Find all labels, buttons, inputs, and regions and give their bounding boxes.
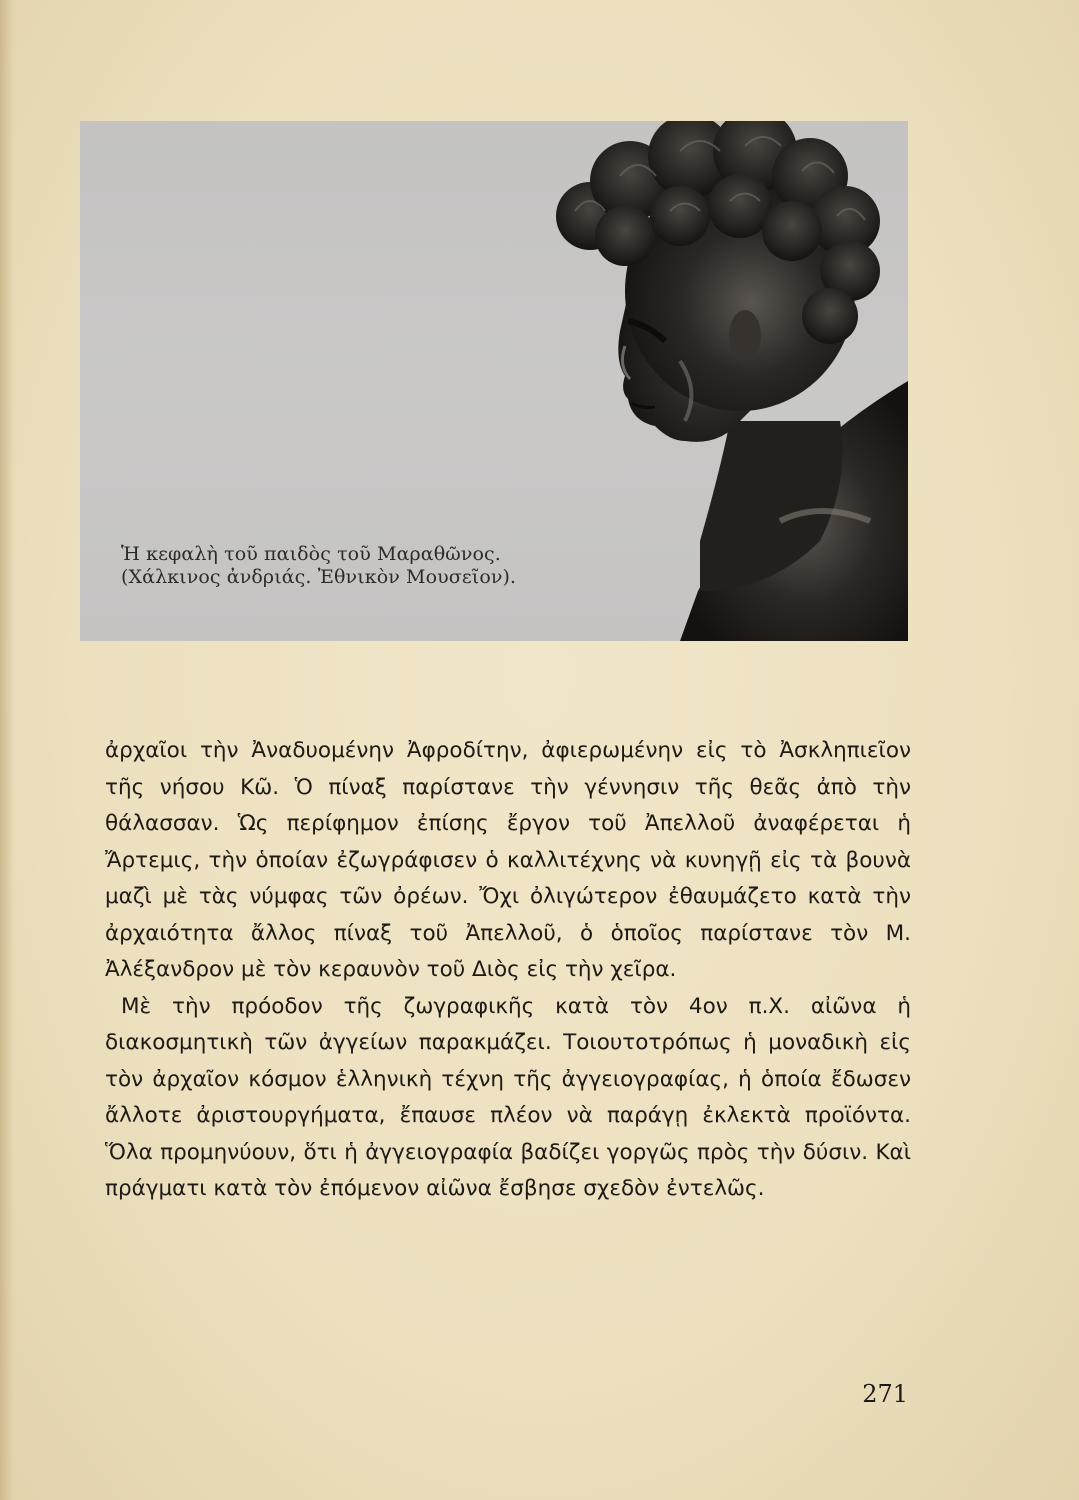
- caption-line-2: (Χάλκινος ἀνδριάς. Ἐθνικὸν Μουσεῖον).: [121, 566, 517, 588]
- body-text: [105, 733, 911, 1208]
- statue-ear: [729, 310, 761, 362]
- caption-line-1: Ἡ κεφαλὴ τοῦ παιδὸς τοῦ Μαραθῶνος.: [121, 543, 501, 565]
- paragraph-1: ἀρχαῖοι τὴν Ἀναδυομένην Ἀφροδίτην, ἀφιερωμένην εἰς τὸ Ἀσκληπιεῖον τῆς νήσου Κῶ. Ὁ πίναξ παρίστανε τὴν γέννησιν τῆς θεᾶς ἀπὸ τὴν θάλασσαν. Ὡς περίφημον ἐπίσης ἔργον τοῦ Ἀπελλοῦ ἀναφέρεται ἡ Ἄρτεμις, τὴν ὁποίαν ἐζωγράφισεν ὁ καλλιτέχνης νὰ κυνηγῇ εἰς τὰ βουνὰ μαζὶ μὲ τὰς νύμφας τῶν ὀρέων. Ὄχι ὀλιγώτερον ἐθαυμάζετο κατὰ τὴν ἀρχαιότητα ἄλλος πίναξ τοῦ Ἀπελλοῦ, ὁ ὁποῖος παρίστανε τὸν Μ. Ἀλέξανδρον μὲ τὸν κεραυνὸν τοῦ Διὸς εἰς τὴν χεῖρα.: [105, 738, 911, 982]
- bronze-head-photograph: [80, 121, 908, 641]
- figure-caption: [121, 543, 516, 589]
- page-binding-shadow: [0, 0, 14, 1500]
- page-number: 271: [862, 1380, 908, 1408]
- paragraph-2: Μὲ τὴν πρόοδον τῆς ζωγραφικῆς κατὰ τὸν 4ον π.Χ. αἰῶνα ἡ διακοσμητικὴ τῶν ἀγγείων παρακμάζει. Τοιουτοτρόπως ἡ μοναδικὴ εἰς τὸν ἀρχαῖον κόσμον ἑλληνικὴ τέχνη τῆς ἀγγειογραφίας, ἡ ὁποία ἔδωσεν ἄλλοτε ἀριστουργήματα, ἔπαυσε πλέον νὰ παράγῃ ἐκλεκτὰ προϊόντα. Ὅλα προμηνύουν, ὅτι ἡ ἀγγειογραφία βαδίζει γοργῶς πρὸς τὴν δύσιν. Καὶ πράγματι κατὰ τὸν ἐπόμενον αἰῶνα ἔσβησε σχεδὸν ἐντελῶς.: [105, 993, 911, 1201]
